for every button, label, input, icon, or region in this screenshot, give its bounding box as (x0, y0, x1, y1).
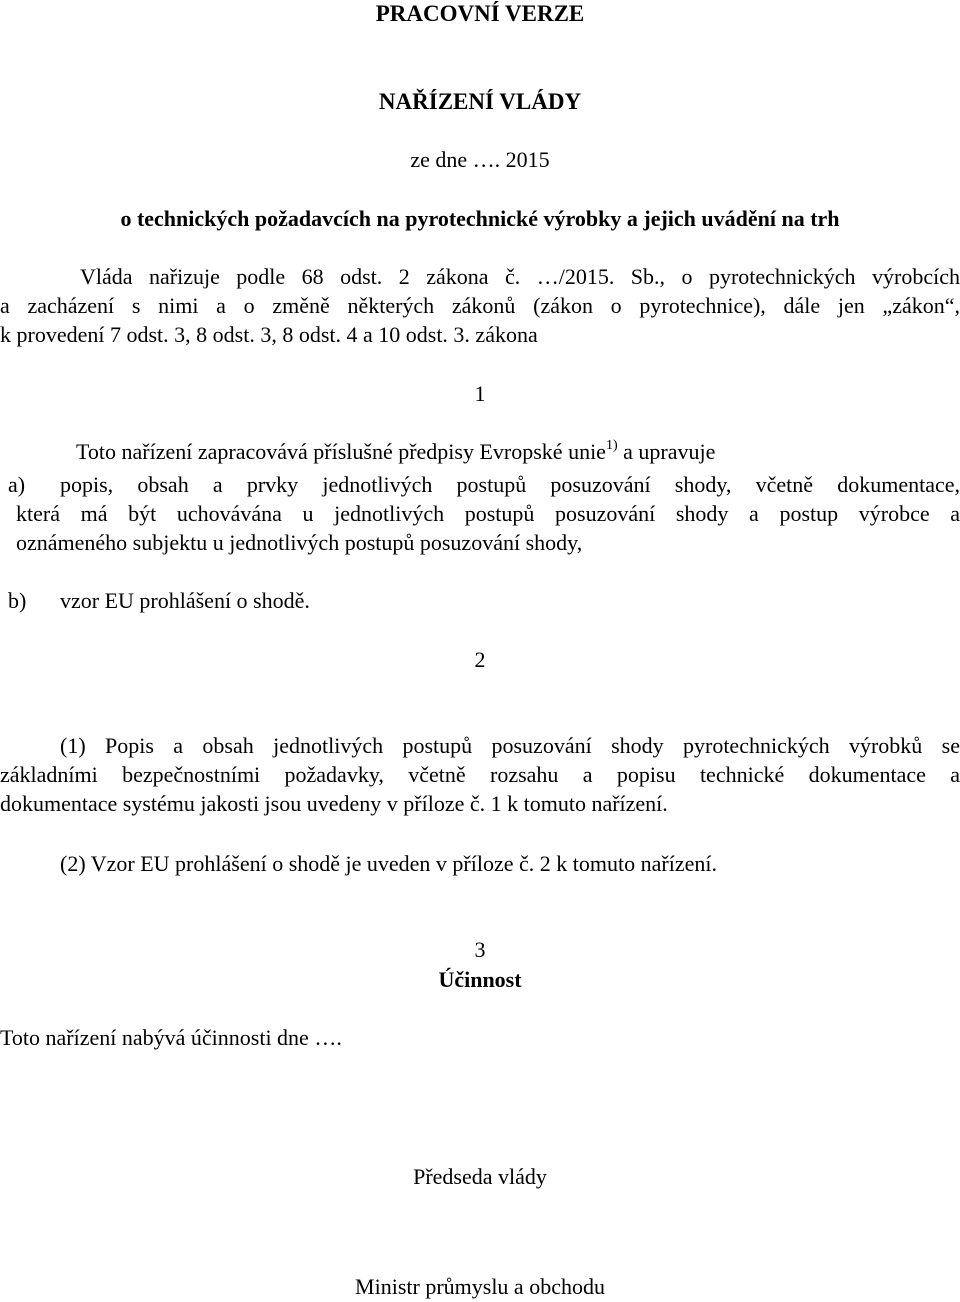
preamble-line-3: k provedení 7 odst. 3, 8 odst. 3, 8 odst. 4 a 10 odst. 3. zákona (0, 322, 538, 347)
document-title: o technických požadavcích na pyrotechnické výrobky a jejich uvádění na trh (120, 206, 840, 231)
signature-prime-minister: Předseda vlády (413, 1164, 547, 1189)
working-version-label: PRACOVNÍ VERZE (375, 1, 585, 26)
list-item-label: b) (8, 588, 27, 613)
section-2-para-1-line-2: základními bezpečnostními požadavky, včetně rozsahu a popisu technické dokumentace a (0, 762, 960, 787)
signature-minister: Ministr průmyslu a obchodu (355, 1274, 605, 1299)
section-2-para-1-line-1: (1) Popis a obsah jednotlivých postupů posuzování shody pyrotechnických výrobků se (60, 733, 960, 758)
footnote-ref: 1) (605, 437, 618, 453)
list-item-a-line-3: oznámeného subjektu u jednotlivých postupů posuzování shody, (16, 530, 583, 555)
section-1-intro-tail: a upravuje (617, 439, 716, 464)
section-3-subtitle: Účinnost (438, 967, 522, 992)
section-2-heading: 2 (474, 647, 486, 672)
section-1-intro-text: Toto nařízení zapracovává příslušné předpisy Evropské unie (76, 439, 606, 464)
section-1-heading: 1 (474, 381, 486, 406)
preamble-line-1: Vláda nařizuje podle 68 odst. 2 zákona č. …/2015. Sb., o pyrotechnických výrobcích (80, 264, 960, 289)
section-1-intro (76, 438, 715, 466)
list-item-label: a) (8, 472, 26, 497)
preamble-line-2: a zacházení s nimi a o změně některých zákonů (zákon o pyrotechnice), dále jen „zákon“, (0, 293, 960, 318)
list-item-b-text: vzor EU prohlášení o shodě. (60, 588, 310, 613)
list-item-a-line-2: která má být uchovávána u jednotlivých postupů posuzování shody a postup výrobce a (16, 501, 960, 526)
document-date: ze dne …. 2015 (410, 147, 550, 172)
section-3-heading: 3 (474, 937, 486, 962)
section-2-paragraph-2: (2) Vzor EU prohlášení o shodě je uveden v příloze č. 2 k tomuto nařízení. (60, 851, 717, 876)
list-item-a-line-1: popis, obsah a prvky jednotlivých postupů posuzování shody, včetně dokumentace, (60, 472, 960, 497)
section-2-para-1-line-3: dokumentace systému jakosti jsou uvedeny v příloze č. 1 k tomuto nařízení. (0, 791, 668, 816)
section-3-text: Toto nařízení nabývá účinnosti dne …. (0, 1025, 342, 1050)
document-type: NAŘÍZENÍ VLÁDY (378, 89, 582, 114)
